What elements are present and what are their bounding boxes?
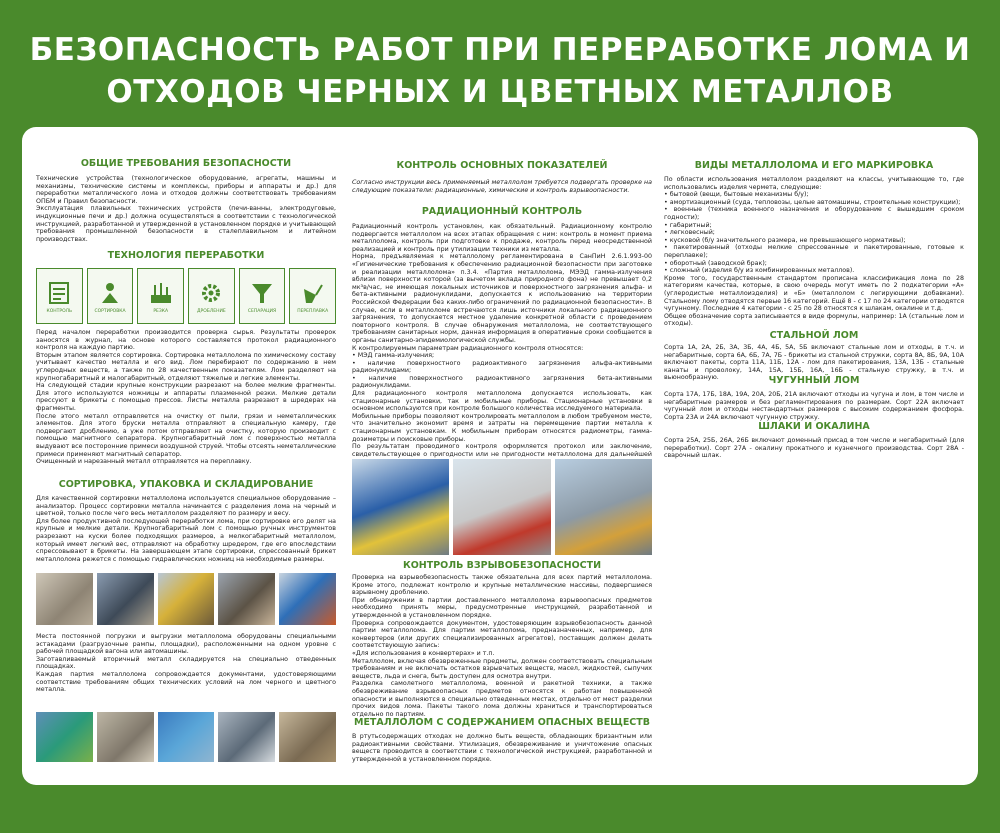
text-main-indicators: Согласно инструкции весь применяемый металлолом требуется подвергать проверке на следующие показатели: радиационные, химические и контроль взрывоопасности.: [352, 179, 655, 194]
heading-hazardous: МЕТАЛЛОЛОМ С СОДЕРЖАНИЕМ ОПАСНЫХ ВЕЩЕСТВ: [353, 717, 651, 728]
scrap-photo: [36, 573, 93, 625]
section-sort: [36, 479, 336, 490]
section-steel: [664, 330, 964, 341]
storage-photo: [97, 712, 154, 762]
truck-checkpoint-photo: [352, 459, 449, 555]
machine-photo: [279, 573, 336, 625]
tech-step-crush: [188, 268, 235, 324]
tech-step-label: КОНТРОЛЬ: [46, 308, 73, 314]
storage-photo: [279, 712, 336, 762]
funnel-icon: [248, 279, 276, 307]
text-explosion: Проверка на взрывобезопасность также обязательна для всех партий металлолома. Кроме этого, подлежат контролю и крупные металлические массивы, подвергшиеся взрывному дроблению. При обнаружении в партии доставленного металлолома взрывоопасных предметов необходимо принять меры, предусмотренные инструкцией, разработанной и утвержденной в установленном порядке. Проверка сопровождается документом, удостоверяющим взрывобезопасность данной партии металлолома. Для партии металлолома, предназначенных, например, для конвертеров (или других специализированных агрегатов), поставщик должен делать соответствующую запись: «Для использования в конвертерах» и т.п. Металлолом, включая обезвреженные предметы, должен соответствовать специальным требованиям и не включать остатков взрывчатых веществ, масел, жидкостей, сыпучих веществ, льда и снега, быть доступен для осмотра внутри. Разделка самолетного металлолома, военной и ракетной техники, а также обезвреживание взрывоопасных предметов относятся к работам повышенной опасности и выполняются в специально отведенных местах, отдельно от мест разделки прочих видов лома. Пакеты такого лома должны храниться и транспортироваться отдельно по партиям.: [352, 574, 652, 718]
section-explosion: [352, 560, 652, 571]
column-left: [36, 127, 336, 785]
section-tech: [36, 250, 336, 261]
section-hazardous: [352, 717, 652, 728]
scrap-photo: [97, 573, 154, 625]
heading-main-indicators: КОНТРОЛЬ ОСНОВНЫХ ПОКАЗАТЕЛЕЙ: [396, 160, 608, 171]
photo-strip-storage: [36, 712, 336, 762]
column-right: [664, 127, 967, 785]
tech-step-melt: [289, 268, 336, 324]
railcar-photo: [555, 459, 652, 555]
text-steel-scrap: Сорта 1А, 2А, 2Б, 3А, 3Б, 4А, 4Б, 5А, 5Б включают стальные лом и отходы, в т.ч. и негабаритные, сорта 6А, 6Б, 7А, 7Б - брикеты из стальной стружки, сорта 8А, 8Б, 9А, 10А включают пакеты, сорта 11А, 11Б, 12А - лом для пакетирования, 13А, 13Б - стальные канаты и проволоку, 14А, 15А, 15Б, 16А, 16Б - стальную стружку, в т.ч. и вьюнообразную.: [664, 344, 967, 382]
heading-iron-scrap: ЧУГУННЫЙ ЛОМ: [768, 375, 860, 386]
text-sort: Для качественной сортировки металлолома используется специальное оборудование – анализатор. Процесс сортировки металла начинается с разделения лома на черный и цветной, только после чего весь металлолом разделяют по размеру и весу. Для более продуктивной последующей переработки лома, при сортировке его делят на крупные и мелкие детали. Крупногабаритный лом с помощью ручных инструментов разрезают на куски более подходящих размеров, а мелкогабаритный металлолом, который имеет легкий вес, отправляют на обработку шредером, где его впоследствии спрессовывают в брикеты. На завершающем этапе сортировки, спрессованный брикет металлолома режется с помощью гидравлических ножниц на необходимые размеры.: [36, 495, 336, 563]
content-panel: [22, 127, 978, 785]
scrap-photo: [218, 573, 275, 625]
tech-step-cut: [137, 268, 184, 324]
tech-step-separate: [239, 268, 286, 324]
loader-photo: [158, 573, 215, 625]
text-general: Технические устройства (технологическое оборудование, агрегаты, машины и механизмы, технические системы и комплексы, приборы и аппараты и др.) для переработки металлического лома и отходов должны соответствовать требованиям ОПБМ и Правил безопасности. Эксплуатация плавильных технических устройств (печи-ванны, электродуговые, индукционные печи и др.) должна осуществляться в соответствии с технологической инструкцией, разработанной и утвержденной в установленном порядке и учитывающей требования промышленной безопасности в сталеплавильном и литейном производствах.: [36, 175, 336, 243]
tech-step-sort: [87, 268, 134, 324]
warehouse-photo: [218, 712, 275, 762]
section-iron: [664, 375, 964, 386]
radiation-gate-photo: [453, 459, 550, 555]
heading-radiation: РАДИАЦИОННЫЙ КОНТРОЛЬ: [421, 206, 583, 217]
tech-step-label: СЕПАРАЦИЯ: [247, 308, 277, 314]
text-loading: Места постоянной погрузки и выгрузки металлолома оборудованы специальными эстакадами (разгрузочные рампы, площадки), расположенными на одном уровне с рабочей площадкой вагона или автомашины. Заготавливаемый вторичный металл складируется на специально отведенных площадках. Каждая партия металлолома сопровождается документами, удостоверяющими соответствие требованиям общих технических условий на лом черного и цветного металла.: [36, 633, 336, 694]
poster-title-line2: ОТХОДОВ ЧЕРНЫХ И ЦВЕТНЫХ МЕТАЛЛОВ: [106, 74, 894, 110]
tech-step-label: РЕЗКА: [153, 308, 169, 314]
text-radiation: Радиационный контроль установлен, как обязательный. Радиационному контролю подвергается металлолом на всех этапах обращения с ним: контроль в момент приема металлолома, контроль при подготовке к продаже, контроль перед неосредственной реализацией и контроль при утилизации техники из металла. Норма, предъявляемая к металлолому регламентирована в СанПиН 2.6.1.993-00 «Гигиенические требования к обеспечению радиационной безопасности при заготовке и реализации металлолома» п.3.4. «Партия металлолома, МЭЭД гамма-излучения вблизи поверхности которой (за вычетом вклада природного фона) не превышает 0,2 мк³в/час, не имеющая локальных источников и поверхностного загрязнения альфа- и бета-активными радионуклидами, допускается к использованию на территории Российской Федерации без каких-либо ограничений по радиационной безопасности». В случае, если в металлоломе встречаются лишь источники локального радиационного загрязнения, то допускается местное удаление конкретной области с проведением повторного контроля. В случае обнаружения металлолома, не соответствующего требованиям санитарных норм, данная информация в оперативные сроки сообщается в органы санитарно-эпидемиологической службы. К контролируемым параметрам радиационного контроля относятся: • МЭД гамма-излучения; • наличие поверхностного радиоактивного загрязнения альфа-активными радионуклидами; • наличие поверхностного радиоактивного загрязнения бета-активными радионуклидами. Для радиационного контроля металлолома допускается использовать, как стационарные установки, так и мобильные приборы. Стационарные установки в основном используются при контроле большого количества исследуемого материала. Мобильные приборы позволяют контролировать металлолом в любом требуемом месте, что значительно экономит время и затраты на перемещение партии металла к стационарным установкам. К мобильным приборам относятся радиометры, гамма-дозиметры и поисковые приборы. По результатам проводимого контроля оформляется протокол или заключение, свидетельствующее о пригодности или не пригодности металлолома для дальнейшей: [352, 223, 652, 458]
section-types: [664, 160, 964, 171]
cutting-icon: [147, 279, 175, 307]
poster-header: [0, 0, 1000, 122]
text-iron-scrap: Сорта 17А, 17Б, 18А, 19А, 20А, 20Б, 21А включают отходы из чугуна и лом, в том числе и негабаритные размеров и без регламентирования по размерам. Сорт 22А включает чугунный лом и отходы нестандартных размеров с высоким содержанием фосфора. Сорта 23А и 24А включают чугунную стружку.: [664, 391, 967, 421]
gear-icon: [197, 279, 225, 307]
sorting-icon: [96, 279, 124, 307]
photo-strip-sorting: [36, 573, 336, 625]
heading-steel-scrap: СТАЛЬНОЙ ЛОМ: [769, 330, 859, 341]
tech-step-control: [36, 268, 83, 324]
tech-step-label: СОРТИРОВКА: [94, 308, 126, 314]
poster-title-line1: БЕЗОПАСНОСТЬ РАБОТ ПРИ ПЕРЕРАБОТКЕ ЛОМА И: [29, 32, 971, 68]
tech-step-label: ПЕРЕПЛАВКА: [297, 308, 329, 314]
heading-general: ОБЩИЕ ТРЕБОВАНИЯ БЕЗОПАСНОСТИ: [80, 158, 292, 169]
checklist-icon: [45, 279, 73, 307]
warehouse-photo: [158, 712, 215, 762]
text-scrap-types: По области использования металлолом разделяют на классы, учитывающие то, где использовались изделия чермета, следующие: • бытовой (вещи, бытовые механизмы б/у); • амортизационный (суда, тепловозы, целые автомашины, строительные конструкции); • военные (техника военного назначения и оборудование с вышедшим сроком годности); • габаритный; • легковесный; • кусковой (б/у значительного размера, не превышающего нормативы); • пакетированный (отходы мелкие спрессованные и пакетированные, готовые к переплавке); • оборотный (заводской брак); • сложный (изделия б/у из комбинированных металлов). Кроме того, государственным стандартом прописана классификация лома по 28 категориям качества, которые, в свою очередь могут иметь по 2 подкатегории «А» (углеродистые металлоизделия) и «Б» (металлолом с легирующими добавками). Стальному лому отводятся первые 16 категорий. Ещё 8 - с 17 по 24 категории отводятся чугунному. Последние 4 категории - с 25 по 28 относятся к шлакам, окалине и т.д. Общее обозначение сорта записывается в виде формулы, например: 1А (стальные лом и отходы).: [664, 176, 964, 328]
tech-step-label: ДРОБЛЕНИЕ: [197, 308, 226, 314]
tech-icons-row: [36, 268, 336, 324]
section-radiation: [352, 206, 652, 217]
heading-sort: СОРТИРОВКА, УПАКОВКА И СКЛАДИРОВАНИЕ: [58, 479, 314, 490]
text-tech: Перед началом переработки производится проверка сырья. Результаты проверок заносятся в журнал, на основе которого составляется протокол радиационного контроля на каждую партию. Вторым этапом является сортировка. Сортировка металлолома по химическому составу учитывает качество металла и его вид. Лом перебирают по содержанию в нем углеродных веществ, а также по 28 качественным показателям. Лом разделяют на крупногабаритный и малогабаритный, отделяют тяжелые и легкие элементы. На следующей стадии крупные конструкции разрезают на более мелкие фрагменты. Для этого используются ножницы и аппараты плазменной резки. Мелкие детали прессуют в брикеты с помощью прессов. Листы металла разрезают в шредерах на фрагменты. После этого металл отправляется на очистку от пыли, грязи и неметаллических элементов. Для этого бруски металла отправляют в специальную камеру, где подвергают дроблению, а уже потом отправляют на очистку, которую производит с помощью магнитного сепаратора. Крупногабаритный лом с поверхностью металла выдувают все посторонние примеси воздушной струей. Чтобы отсеять неметаллические примеси применяют магнитный сепаратор. Очищенный и нарезанный металл отправляется на переплавку.: [36, 329, 336, 466]
storage-photo: [36, 712, 93, 762]
photo-strip-radiation: [352, 459, 652, 555]
heading-tech: ТЕХНОЛОГИЯ ПЕРЕРАБОТКИ: [107, 250, 265, 261]
column-middle: [352, 127, 655, 785]
text-slag: Сорта 25А, 25Б, 26А, 26Б включают доменный присад в том числе и негабаритный (для переработки). Сорт 27А - окалину прокатного и кузнечного производства. Сорт 28А - сварочный шлак.: [664, 437, 967, 460]
ladle-icon: [299, 279, 327, 307]
text-hazardous: В ртутьсодержащих отходах не должно быть веществ, обладающих бризантным или радиоактивными свойствами. Утилизация, обезвреживание и уничтожение опасных веществ проводится в соответствии с технологической инструкцией, разработанной и утвержденной в установленном порядке.: [352, 733, 655, 763]
section-main: [352, 160, 652, 171]
heading-scrap-types: ВИДЫ МЕТАЛЛОЛОМА И ЕГО МАРКИРОВКА: [694, 160, 934, 171]
heading-explosion: КОНТРОЛЬ ВЗРЫВОБЕЗОПАСНОСТИ: [402, 560, 602, 571]
heading-slag: ШЛАКИ И ОКАЛИНА: [758, 421, 870, 432]
section-slag: [664, 421, 964, 432]
section-general: [36, 158, 336, 169]
